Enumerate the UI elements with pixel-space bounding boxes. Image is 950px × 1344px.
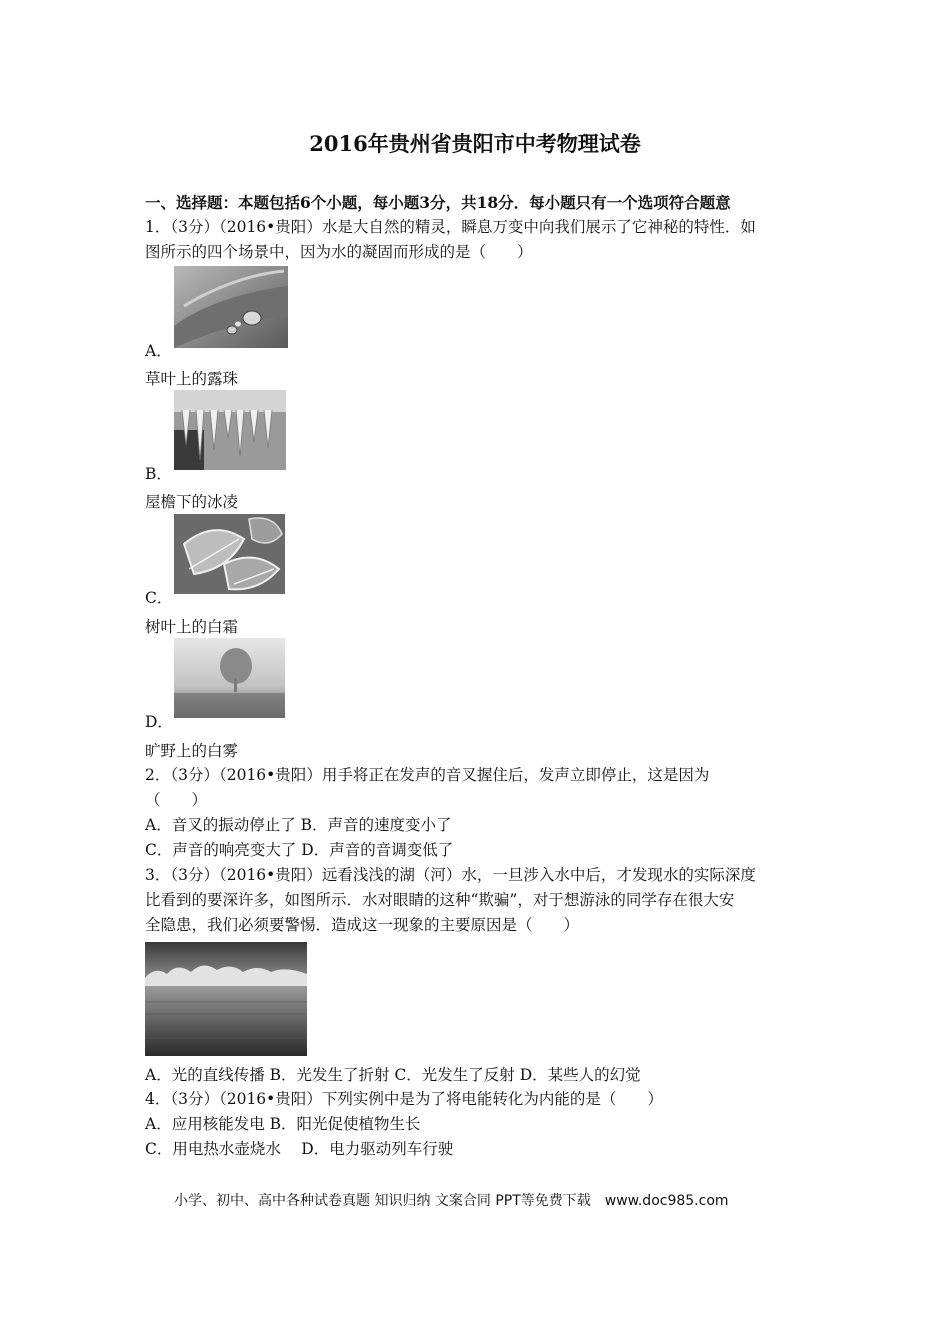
dewdrop-photo bbox=[174, 266, 288, 348]
q2-options-ab: A．音叉的振动停止了 B．声音的速度变小了 bbox=[145, 816, 452, 834]
q1-option-b-letter: B． bbox=[145, 465, 172, 483]
frost-leaves-photo bbox=[174, 514, 285, 594]
q1-stem-line2: 图所示的四个场景中，因为水的凝固而形成的是（ ） bbox=[145, 243, 533, 261]
q1-stem-line1: 1．（3分）（2016•贵阳）水是大自然的精灵，瞬息万变中向我们展示了它神秘的特性．如 bbox=[145, 218, 756, 236]
q1-option-a-caption: 草叶上的露珠 bbox=[145, 370, 239, 388]
q4-options-ab: A．应用核能发电 B．阳光促使植物生长 bbox=[145, 1115, 421, 1133]
q3-stem-line1: 3．（3分）（2016•贵阳）远看浅浅的湖（河）水，一旦涉入水中后，才发现水的实际深度 bbox=[145, 866, 756, 884]
lake-photo bbox=[145, 942, 307, 1056]
fog-photo bbox=[174, 638, 285, 718]
page-footer: 小学、初中、高中各种试卷真题 知识归纳 文案合同 PPT等免费下载 www.doc985.com bbox=[174, 1193, 729, 1209]
q1-option-b-caption: 屋檐下的冰凌 bbox=[145, 493, 239, 511]
q4-options-cd: C．用电热水壶烧水 D．电力驱动列车行驶 bbox=[145, 1140, 454, 1158]
q1-option-c-caption: 树叶上的白霜 bbox=[145, 618, 239, 636]
q2-options-cd: C．声音的响亮变大了 D．声音的音调变低了 bbox=[145, 841, 454, 859]
section-heading: 一、选择题：本题包括6个小题，每小题3分，共18分．每小题只有一个选项符合题意 bbox=[145, 193, 731, 212]
q1-option-a-letter: A． bbox=[145, 342, 172, 360]
q3-options: A．光的直线传播 B．光发生了折射 C．光发生了反射 D．某些人的幻觉 bbox=[145, 1066, 641, 1084]
q1-option-d-caption: 旷野上的白雾 bbox=[145, 742, 239, 760]
q2-stem-line1: 2．（3分）（2016•贵阳）用手将正在发声的音叉握住后，发声立即停止，这是因为 bbox=[145, 766, 710, 784]
icicles-photo bbox=[174, 390, 286, 470]
q3-stem-line2: 比看到的要深许多，如图所示．水对眼睛的这种“欺骗”，对于想游泳的同学存在很大安 bbox=[145, 891, 735, 909]
q3-stem-line3: 全隐患，我们必须要警惕．造成这一现象的主要原因是（ ） bbox=[145, 916, 580, 934]
page-title: 2016年贵州省贵阳市中考物理试卷 bbox=[309, 131, 641, 156]
q4-stem-line1: 4．（3分）（2016•贵阳）下列实例中是为了将电能转化为内能的是（ ） bbox=[145, 1090, 663, 1108]
q2-stem-line2: （ ） bbox=[145, 791, 208, 809]
q1-option-c-letter: C． bbox=[145, 589, 173, 607]
q1-option-d-letter: D． bbox=[145, 713, 173, 731]
